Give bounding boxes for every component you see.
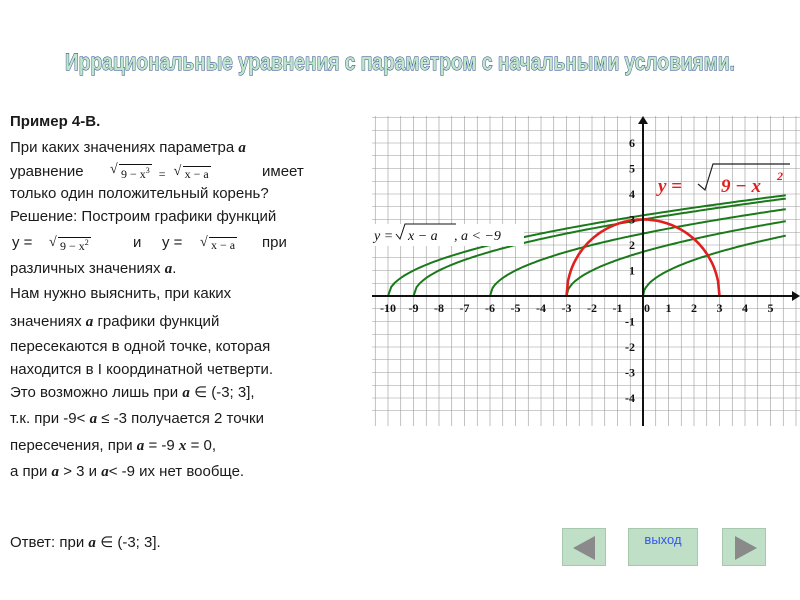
and-word: и: [133, 234, 142, 251]
x-tick-label: -9: [408, 301, 419, 315]
x-tick-label: 1: [665, 301, 672, 315]
y-tick-label: -2: [625, 340, 635, 354]
question-line-1: [10, 138, 246, 158]
y2-label: y =: [162, 234, 183, 251]
svg-text:9 − x: 9 − x: [721, 176, 762, 197]
y-tick-label: -4: [625, 391, 635, 405]
question-line-2: [10, 162, 84, 181]
x-tick-label: -2: [587, 301, 597, 315]
last-line: а при a > 3 и a< -9 их нет вообще.: [10, 463, 245, 480]
functions-line: y =: [12, 234, 33, 251]
x-tick-label: 0: [644, 301, 650, 315]
y-tick-label: 5: [629, 161, 635, 176]
x-tick-label: -5: [510, 301, 521, 315]
y2-formula: √ x − a: [208, 237, 237, 253]
y-tick-label: -3: [625, 365, 635, 380]
y-axis-arrow: [638, 116, 648, 124]
answer-label: Ответ:: [10, 534, 56, 551]
need-line-3: пересекаются в одной точке, которая: [10, 338, 271, 355]
family-label: [372, 224, 524, 246]
y-tick-label: 1: [629, 263, 635, 278]
x-tick-label: -7: [459, 301, 470, 315]
y-tick-label: 2: [629, 238, 635, 252]
exit-button[interactable]: [628, 528, 698, 566]
solution-line: Решение: Построим графики функций: [10, 208, 277, 225]
svg-text:y =: y =: [658, 176, 683, 197]
x-tick-label: -4: [536, 301, 546, 315]
function-graph: [372, 116, 800, 426]
param-a: a: [238, 140, 246, 156]
question-text: При каких значениях параметра: [10, 139, 239, 156]
arrow-left-icon: [573, 536, 595, 560]
x-tick-label: 3: [716, 301, 723, 315]
y-tick-label: 6: [629, 136, 635, 150]
answer-line: Ответ: при a ∈ (-3; 3].: [10, 534, 161, 551]
values-line: различных значениях a.: [10, 260, 177, 277]
y-tick-label: 4: [629, 187, 635, 201]
intersection-line: пересечения, при a = -9 x = 0,: [10, 437, 217, 454]
y1-formula: √ $9 - x^2$: [57, 237, 91, 254]
x-tick-label: -10: [380, 301, 396, 315]
solution-label: Решение:: [10, 208, 78, 225]
slide-title-text: Иррациональные уравнения с параметром с начальными условиями.: [65, 49, 735, 76]
question-text: уравнение: [10, 163, 84, 180]
arrow-right-icon: [735, 536, 757, 560]
svg-text:x − a: x − a: [408, 229, 438, 244]
y-tick-label: -1: [625, 314, 635, 329]
need-line-2: значениях a графики функций: [10, 313, 220, 330]
x-tick-label: -1: [612, 301, 623, 315]
x-tick-label: 5: [767, 301, 774, 315]
x-tick-label: -8: [434, 301, 444, 315]
svg-text:y =: y =: [374, 229, 394, 244]
semicircle-label: [656, 164, 790, 197]
svg-text:, a < −9: , a < −9: [454, 229, 501, 244]
need-line-1: Нам нужно выяснить, при каких: [10, 285, 232, 302]
svg-text:2: 2: [777, 169, 783, 183]
x-tick-label: -6: [485, 301, 495, 315]
possible-line: Это возможно лишь при a ∈ (-3; 3],: [10, 384, 255, 401]
next-slide-button[interactable]: [722, 528, 766, 566]
tk-line: т.к. при -9< a ≤ -3 получается 2 точки: [10, 410, 264, 427]
need-line-4: находится в I координатной четверти.: [10, 361, 274, 378]
x-tick-label: -3: [561, 301, 572, 315]
prev-slide-button[interactable]: [562, 528, 606, 566]
exit-link[interactable]: выход: [644, 532, 682, 547]
question-line-2b: имеет: [262, 163, 304, 180]
slide-title: [0, 38, 800, 84]
y-tick-label: 3: [629, 212, 635, 227]
sqrt-curve-a-9: [414, 199, 786, 296]
at-word: при: [262, 234, 287, 251]
x-tick-label: 4: [742, 301, 748, 315]
question-line-3: только один положительный корень?: [10, 185, 269, 202]
equation-formula: √ $9 - x^3$ = √ x − a: [118, 164, 211, 182]
x-tick-label: 2: [691, 301, 697, 315]
example-label: Пример 4-В.: [10, 113, 101, 130]
